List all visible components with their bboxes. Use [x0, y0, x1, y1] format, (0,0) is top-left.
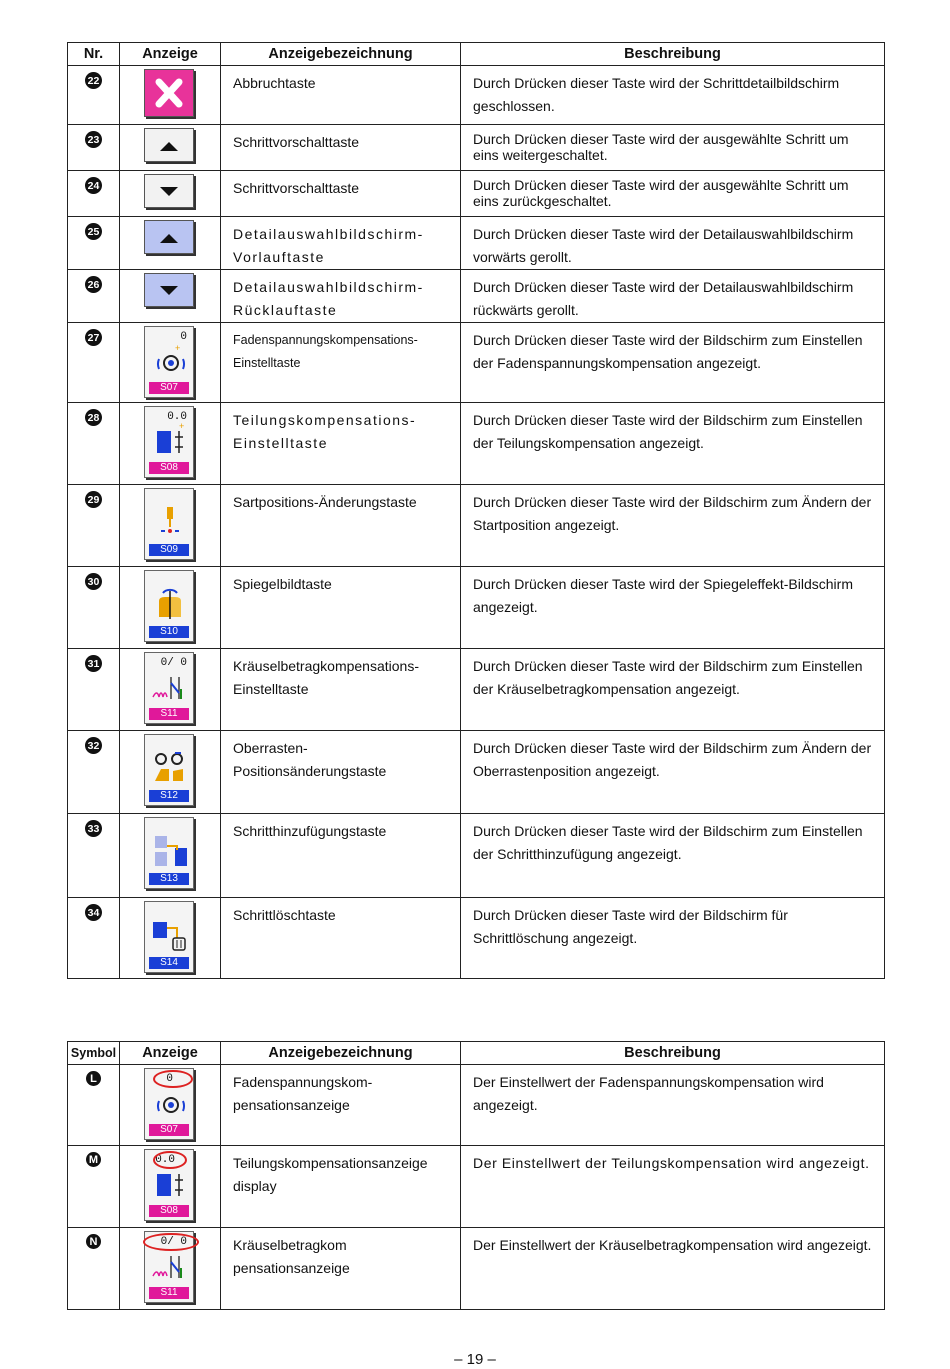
row-name-line2: pensationsanzeige [233, 1097, 350, 1113]
table-row [68, 898, 885, 979]
table-row [68, 270, 885, 323]
table-row [68, 1065, 885, 1146]
row-name: Sartpositions-Änderungstaste [233, 494, 417, 510]
tile-code: S08 [149, 1205, 189, 1217]
triangle-up-icon [144, 220, 194, 254]
row-desc: Durch Drücken dieser Taste wird der Bildschirm zum Ändern der Startposition angezeigt. [473, 494, 872, 533]
row-name: Detailauswahlbildschirm-Rücklauftaste [233, 279, 424, 318]
header-name: Anzeigebezeichnung [221, 43, 461, 66]
cancel-x-icon [144, 69, 194, 117]
thread-tension-icon [144, 326, 194, 398]
symbol-letter: N [86, 1234, 101, 1249]
row-desc: Durch Drücken dieser Taste wird der Detailauswahlbildschirm vorwärts gerollt. [473, 226, 854, 265]
triangle-down-icon [144, 273, 194, 307]
table-row [68, 171, 885, 217]
row-number: 25 [85, 223, 102, 240]
svg-text:+: + [179, 423, 185, 431]
tile-code: S11 [149, 1287, 189, 1299]
pitch-compensation-icon [144, 406, 194, 478]
gather-amount-icon [144, 652, 194, 724]
row-number: 32 [85, 737, 102, 754]
tile-code: S09 [149, 544, 189, 556]
table-row [68, 323, 885, 403]
tile-value: 0/ 0 [160, 657, 187, 669]
row-desc: Durch Drücken dieser Taste wird der ausgewählte Schritt um eins zurückgeschaltet. [473, 177, 849, 209]
table-row [68, 125, 885, 171]
row-number: 28 [85, 409, 102, 426]
table-row [68, 485, 885, 567]
row-desc: Durch Drücken dieser Taste wird der Spiegeleffekt-Bildschirm angezeigt. [473, 576, 853, 615]
tile-code: S07 [149, 382, 189, 394]
row-desc: Durch Drücken dieser Taste wird der Schrittdetailbildschirm geschlossen. [473, 75, 840, 114]
tile-code: S12 [149, 790, 189, 802]
tile-value: 0 [180, 331, 187, 343]
pitch-compensation-icon [144, 1149, 194, 1221]
tile-value: 0.0 [167, 411, 187, 423]
row-name: Fadenspannungskompensations-Einstelltaste [233, 333, 418, 370]
row-name [221, 1228, 460, 1280]
row-number: 34 [85, 904, 102, 921]
header-icon: Anzeige [120, 43, 221, 66]
row-name: Oberrasten-Positionsänderungstaste [233, 740, 387, 779]
tile-code: S08 [149, 462, 189, 474]
row-desc: Der Einstellwert der Teilungskompensation wird angezeigt. [473, 1155, 870, 1171]
row-desc: Durch Drücken dieser Taste wird der Bildschirm zum Einstellen der Schritthinzufügung angezeigt. [473, 823, 863, 862]
header-desc: Beschreibung [461, 43, 885, 66]
table-row [68, 567, 885, 649]
row-name: Schrittlöschtaste [233, 907, 336, 923]
row-name: Teilungskompensations-Einstelltaste [233, 412, 417, 451]
tile-code: S13 [149, 873, 189, 885]
table-row [68, 731, 885, 814]
tile-value: 0 [166, 1073, 173, 1085]
triangle-down-icon [144, 174, 194, 208]
row-name [221, 1065, 460, 1117]
table-row [68, 1146, 885, 1228]
tile-value: 0/ 0 [160, 1236, 187, 1248]
symbol-letter: L [86, 1071, 101, 1086]
row-name: Schrittvorschalttaste [233, 134, 360, 150]
row-number: 23 [85, 131, 102, 148]
display-symbol-table [67, 1041, 885, 1310]
tile-code: S07 [149, 1124, 189, 1136]
mirror-icon [144, 570, 194, 642]
table-row [68, 649, 885, 731]
row-name: Detailauswahlbildschirm-Vorlauftaste [233, 226, 424, 265]
row-name: Abbruchtaste [233, 75, 316, 91]
row-name-line1: Fadenspannungskom- [233, 1074, 373, 1090]
row-number: 30 [85, 573, 102, 590]
row-number: 27 [85, 329, 102, 346]
row-desc: Der Einstellwert der Kräuselbetragkompensation wird angezeigt. [473, 1237, 872, 1253]
row-desc: Durch Drücken dieser Taste wird der ausgewählte Schritt um eins weitergeschaltet. [473, 131, 849, 163]
table-row [68, 217, 885, 270]
row-name [221, 1146, 460, 1198]
step-delete-icon [144, 901, 194, 973]
row-desc: Durch Drücken dieser Taste wird der Bildschirm zum Einstellen der Kräuselbetragkompensation angezeigt. [473, 658, 863, 697]
row-name: Schritthinzufügungstaste [233, 823, 387, 839]
triangle-up-icon [144, 128, 194, 162]
tile-code: S11 [149, 708, 189, 720]
button-description-table [67, 42, 885, 979]
header-icon: Anzeige [120, 1042, 221, 1065]
upper-position-icon [144, 734, 194, 806]
row-name: Kräuselbetragkompensations-Einstelltaste [233, 658, 419, 697]
thread-tension-icon [144, 1068, 194, 1140]
row-number: 31 [85, 655, 102, 672]
row-name: Spiegelbildtaste [233, 576, 332, 592]
row-name-line2: pensationsanzeige [233, 1260, 350, 1276]
table-row [68, 1228, 885, 1310]
svg-text:+: + [175, 343, 181, 353]
row-number: 24 [85, 177, 102, 194]
tile-value: 0.0 [155, 1154, 175, 1166]
gather-amount-icon [144, 1231, 194, 1303]
table-row [68, 403, 885, 485]
row-desc: Durch Drücken dieser Taste wird der Bildschirm zum Ändern der Oberrastenposition angezeigt. [473, 740, 872, 779]
table-row [68, 66, 885, 125]
start-position-icon [144, 488, 194, 560]
symbol-letter: M [86, 1152, 101, 1167]
row-name: Schrittvorschalttaste [233, 180, 360, 196]
row-desc: Der Einstellwert der Fadenspannungskompensation wird angezeigt. [473, 1074, 824, 1113]
row-number: 33 [85, 820, 102, 837]
row-desc: Durch Drücken dieser Taste wird der Bildschirm zum Einstellen der Fadenspannungskompensation angezeigt. [473, 332, 863, 371]
page-number: – 19 – [454, 1351, 496, 1368]
table-row [68, 814, 885, 898]
row-name-line2: display [233, 1178, 277, 1194]
row-desc: Durch Drücken dieser Taste wird der Bildschirm für Schrittlöschung angezeigt. [473, 907, 788, 946]
step-add-icon [144, 817, 194, 889]
tile-code: S10 [149, 626, 189, 638]
header-desc: Beschreibung [461, 1042, 885, 1065]
tile-code: S14 [149, 957, 189, 969]
row-desc: Durch Drücken dieser Taste wird der Bildschirm zum Einstellen der Teilungskompensation angezeigt. [473, 412, 863, 451]
row-name-line1: Kräuselbetragkom [233, 1237, 347, 1253]
row-desc: Durch Drücken dieser Taste wird der Detailauswahlbildschirm rückwärts gerollt. [473, 279, 854, 318]
row-number: 29 [85, 491, 102, 508]
header-symbol: Symbol [68, 1042, 120, 1065]
header-nr: Nr. [68, 43, 120, 66]
header-name: Anzeigebezeichnung [221, 1042, 461, 1065]
row-name-line1: Teilungskompensationsanzeige [233, 1155, 428, 1171]
row-number: 22 [85, 72, 102, 89]
row-number: 26 [85, 276, 102, 293]
